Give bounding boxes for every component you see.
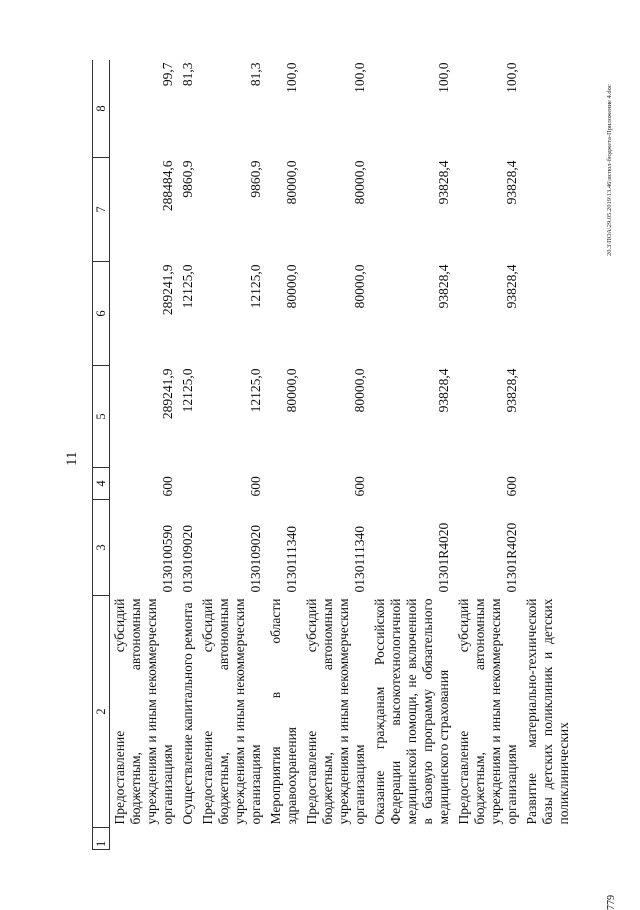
row-percent: 99,7 <box>160 62 175 87</box>
row-percent <box>522 60 574 158</box>
header-col-5: 5 <box>93 366 110 468</box>
row-adjusted <box>522 262 574 366</box>
row-percent: 100,0 <box>284 62 299 93</box>
row-actual <box>522 158 574 262</box>
row-index <box>370 828 454 850</box>
row-kind <box>178 468 198 500</box>
row-actual: 80000,0 <box>352 160 367 205</box>
row-actual: 93828,4 <box>504 160 519 205</box>
row-plan: 12125,0 <box>248 368 263 413</box>
row-kind: 600 <box>352 476 367 497</box>
header-col-3: 3 <box>93 500 110 596</box>
row-code: 0130109020 <box>248 525 263 593</box>
row-percent: 81,3 <box>180 62 195 87</box>
row-plan: 93828,4 <box>436 368 451 413</box>
row-description: Предоставление субсидий бюджетным, автономным учреждениям и иным некоммерческим организациям <box>200 598 263 825</box>
row-kind: 600 <box>160 476 175 497</box>
row-plan <box>522 366 574 468</box>
row-adjusted: 12125,0 <box>180 264 195 309</box>
row-plan: 80000,0 <box>352 368 367 413</box>
table-row <box>370 60 454 850</box>
row-index <box>454 828 522 850</box>
row-adjusted: 80000,0 <box>352 264 367 309</box>
row-adjusted: 93828,4 <box>504 264 519 309</box>
budget-execution-table <box>92 60 574 850</box>
row-description: Развитие материально-технической базы детских поликлиник и детских поликлинических <box>524 598 571 825</box>
row-percent: 100,0 <box>436 62 451 93</box>
row-code: 0130109020 <box>180 525 195 593</box>
budget-table-rotated <box>92 60 580 850</box>
table-row <box>266 60 302 850</box>
row-adjusted: 12125,0 <box>248 264 263 309</box>
row-actual: 9860,9 <box>248 160 263 198</box>
row-actual: 80000,0 <box>284 160 299 205</box>
row-description: Предоставление субсидий бюджетным, автономным учреждениям и иным некоммерческим организациям <box>304 598 367 825</box>
row-code <box>522 500 574 596</box>
table-row <box>454 60 522 850</box>
row-plan: 80000,0 <box>284 368 299 413</box>
row-index <box>198 828 266 850</box>
row-index <box>110 828 179 850</box>
row-plan: 12125,0 <box>180 368 195 413</box>
header-col-2: 2 <box>93 596 110 828</box>
row-adjusted: 80000,0 <box>284 264 299 309</box>
row-kind <box>522 468 574 500</box>
budget-table-viewport <box>92 60 580 850</box>
row-kind <box>370 468 454 500</box>
header-col-7: 7 <box>93 158 110 262</box>
header-col-1: 1 <box>93 828 110 850</box>
row-code: 0130111340 <box>284 526 299 593</box>
row-percent: 100,0 <box>504 62 519 93</box>
row-percent: 100,0 <box>352 62 367 93</box>
header-col-4: 4 <box>93 468 110 500</box>
row-index <box>266 828 302 850</box>
row-index <box>302 828 370 850</box>
header-col-8: 8 <box>93 60 110 158</box>
row-percent: 81,3 <box>248 62 263 87</box>
row-kind: 600 <box>248 476 263 497</box>
table-row <box>110 60 179 850</box>
row-description: Мероприятия в области здравоохранения <box>268 598 299 825</box>
table-row <box>198 60 266 850</box>
table-row <box>302 60 370 850</box>
row-adjusted: 289241,9 <box>160 264 175 316</box>
row-kind <box>266 468 302 500</box>
row-kind: 600 <box>504 476 519 497</box>
row-code: 0130100590 <box>160 525 175 593</box>
row-index <box>522 828 574 850</box>
table-row <box>178 60 198 850</box>
row-description: Предоставление субсидий бюджетным, автономным учреждениям и иным некоммерческим организациям <box>112 598 175 825</box>
row-adjusted: 93828,4 <box>436 264 451 309</box>
page-corner-number: 779 <box>606 895 617 910</box>
row-description: Оказание гражданам Российской Федерации высокотехнологичной медицинской помощи, не включенной в базовую программу обязательного медицинского страхования <box>372 598 451 825</box>
row-plan: 289241,9 <box>160 368 175 420</box>
row-code: 01301R4020 <box>504 522 519 593</box>
row-code: 01301R4020 <box>436 522 451 593</box>
table-row <box>522 60 574 850</box>
row-actual: 93828,4 <box>436 160 451 205</box>
row-actual: 9860,9 <box>180 160 195 198</box>
table-header-row <box>93 60 110 850</box>
row-description: Предоставление субсидий бюджетным, автономным учреждениям и иным некоммерческим организациям <box>456 598 519 825</box>
footer-file-path: 20.3\ПОА\29.05.2019\13.46\испол-бюджета-Приложение 4.doc <box>606 84 613 256</box>
row-index <box>178 828 198 850</box>
row-description: Осуществление капитального ремонта <box>180 602 195 825</box>
row-code: 0130111340 <box>352 526 367 593</box>
page-number: 11 <box>64 451 80 466</box>
header-col-6: 6 <box>93 262 110 366</box>
row-plan: 93828,4 <box>504 368 519 413</box>
row-actual: 288484,6 <box>160 160 175 212</box>
